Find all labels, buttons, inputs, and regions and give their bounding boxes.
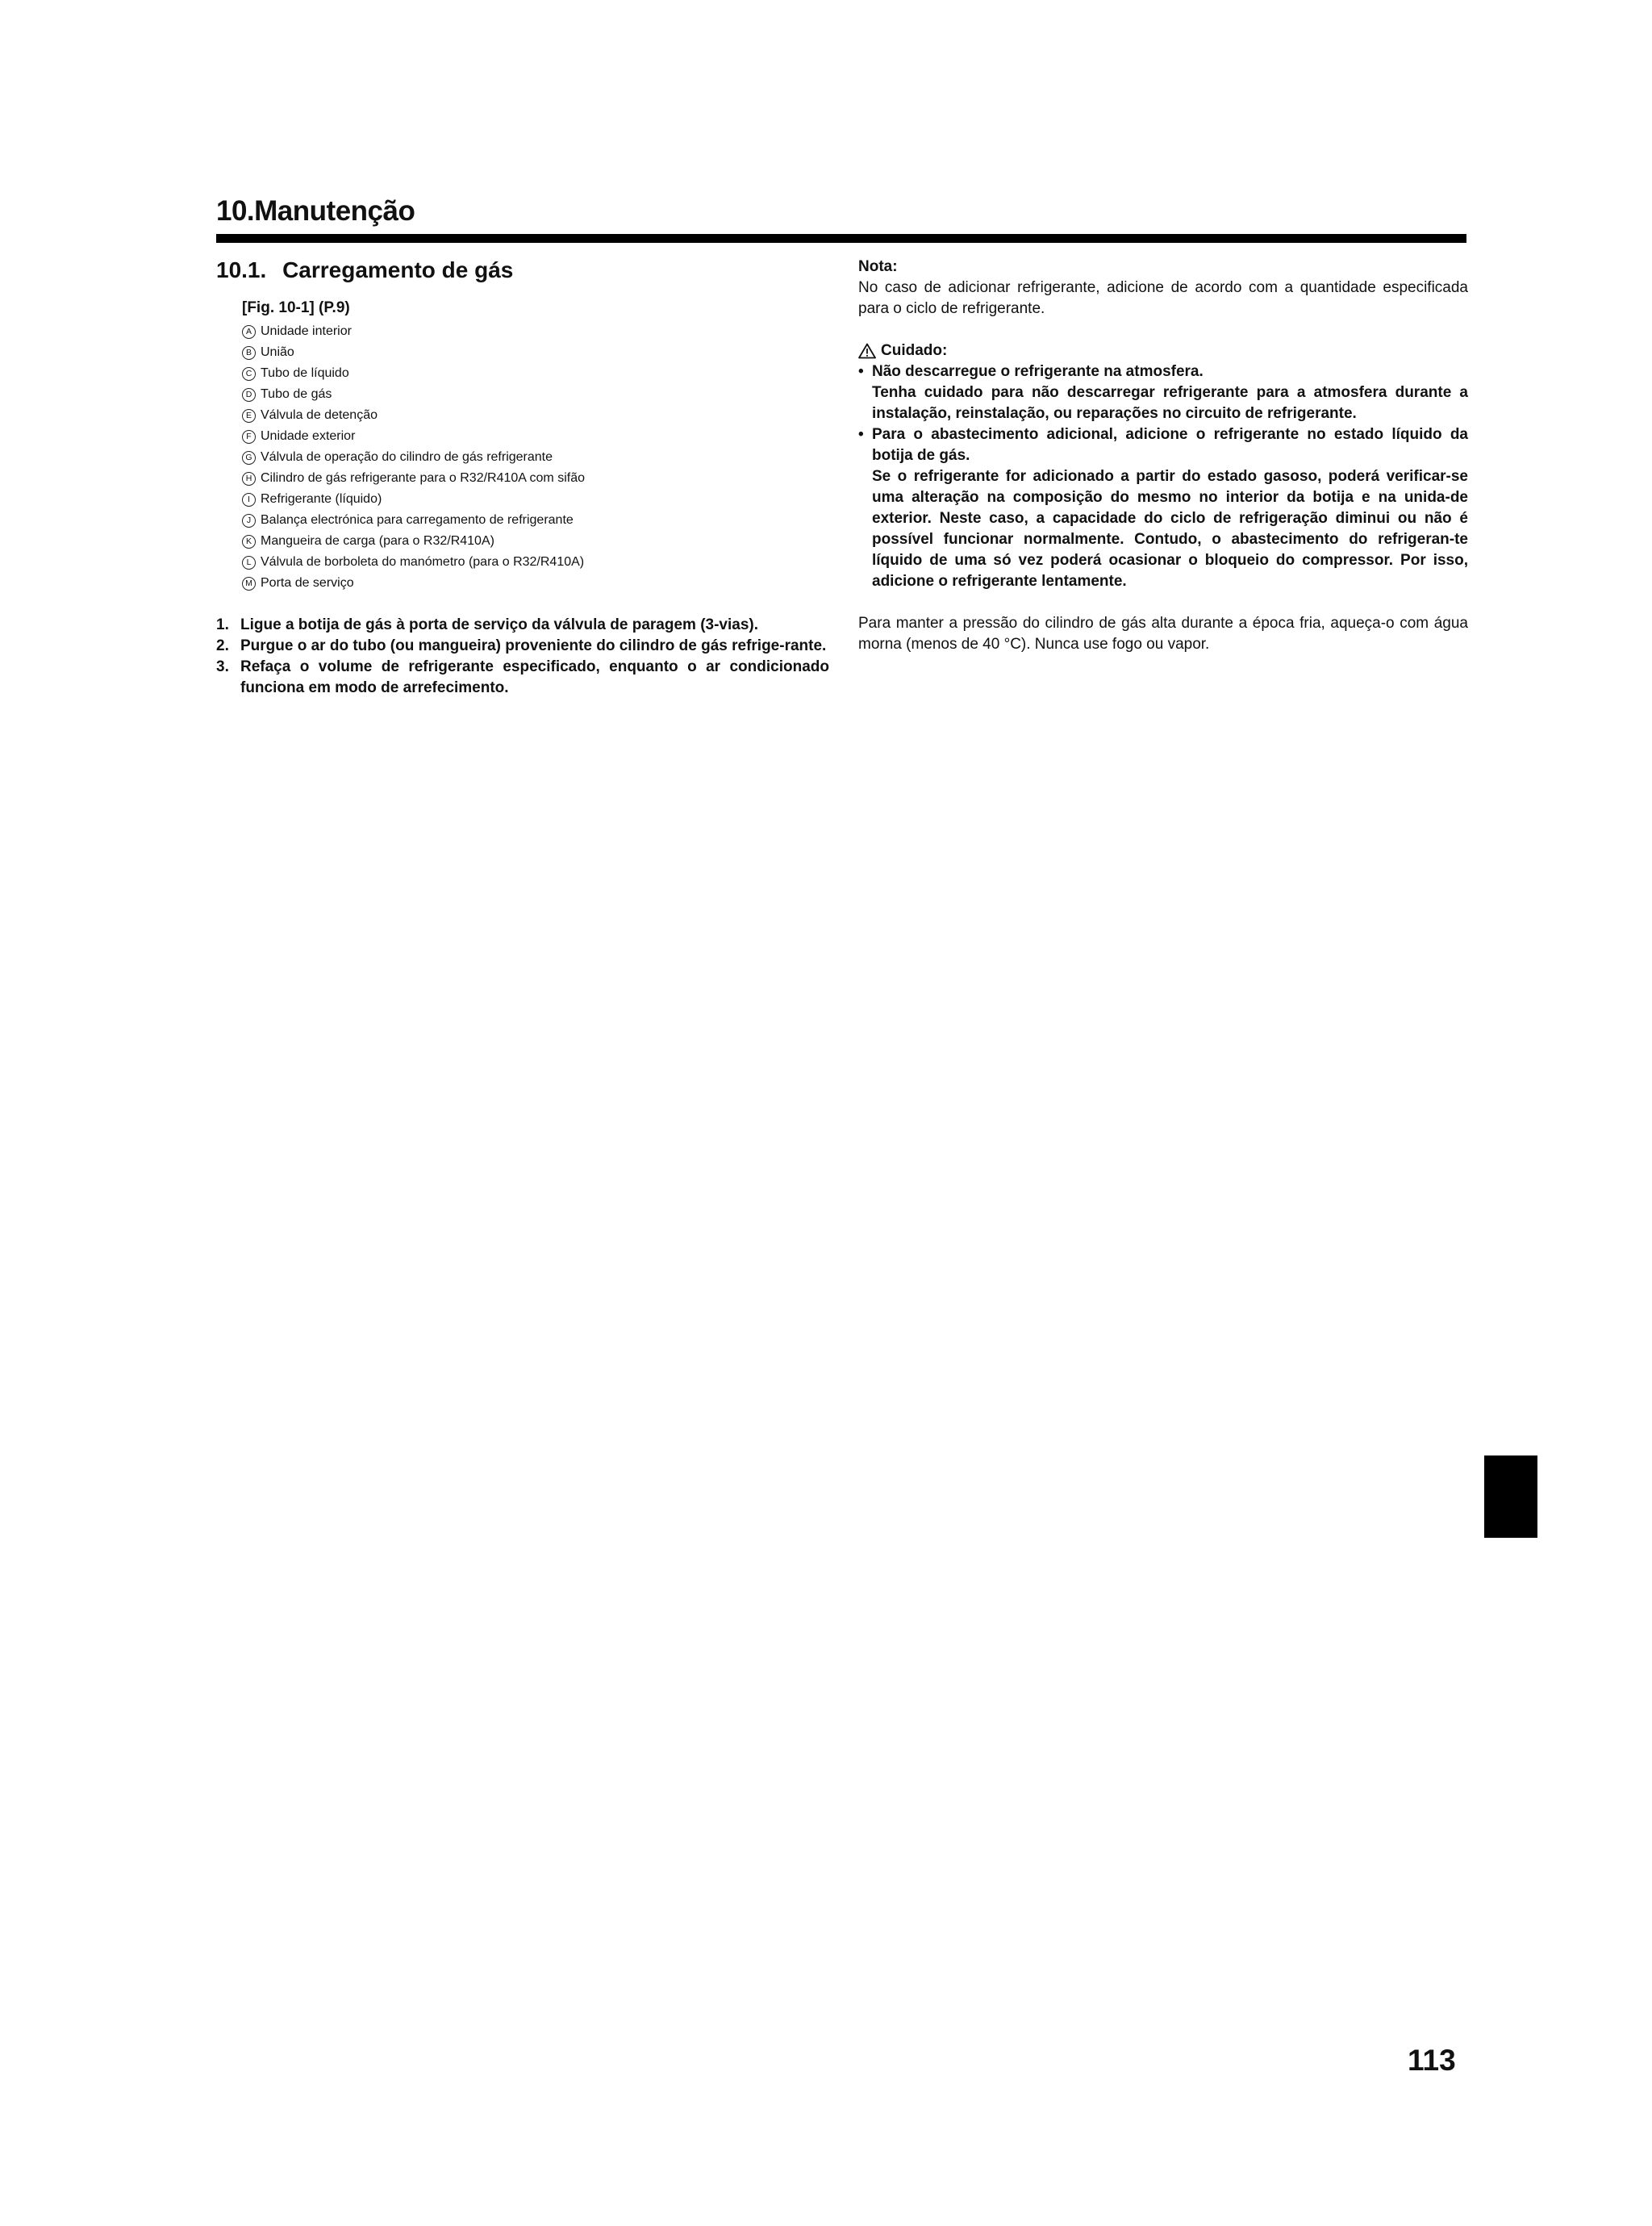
legend-text: Tubo de líquido <box>261 366 349 380</box>
legend-text: Unidade interior <box>261 324 352 338</box>
warning-triangle-icon <box>858 343 876 359</box>
bullet: • <box>858 363 864 380</box>
legend-item <box>242 384 829 405</box>
section-number: 10.1. <box>216 257 267 282</box>
legend-letter: L <box>242 556 256 570</box>
step-text: Refaça o volume de refrigerante especificado, enquanto o ar condicionado funciona em modo de arrefecimento. <box>240 658 829 696</box>
caution-item-lead: Não descarregue o refrigerante na atmosfera. <box>872 363 1204 380</box>
caution-list <box>858 361 1468 592</box>
legend-item <box>242 552 829 573</box>
legend-text: Válvula de operação do cilindro de gás refrigerante <box>261 450 553 464</box>
caution-item-body <box>872 424 1468 592</box>
bullet: • <box>858 426 864 443</box>
legend-text: Mangueira de carga (para o R32/R410A) <box>261 534 494 548</box>
legend-letter: M <box>242 577 256 591</box>
legend-item <box>242 426 829 447</box>
step-item <box>216 615 829 636</box>
legend-letter: H <box>242 472 256 486</box>
legend-item <box>242 342 829 363</box>
caution-item-body <box>872 361 1468 424</box>
step-number: 1. <box>216 616 229 633</box>
legend-item <box>242 321 829 342</box>
caution-title: Cuidado: <box>881 342 948 359</box>
caution-item-lead: Para o abastecimento adicional, adicione o refrigerante no estado líquido da botija de gás. <box>872 426 1468 464</box>
procedure-steps <box>216 615 829 699</box>
legend-item <box>242 405 829 426</box>
legend-text: Refrigerante (líquido) <box>261 492 382 506</box>
step-text: Ligue a botija de gás à porta de serviço da válvula de paragem (3-vias). <box>240 616 759 633</box>
left-column <box>216 257 829 699</box>
legend-letter: C <box>242 367 256 381</box>
legend-text: Porta de serviço <box>261 576 354 590</box>
step-number: 3. <box>216 658 229 675</box>
legend-text: Tubo de gás <box>261 387 332 401</box>
legend-letter: G <box>242 451 256 465</box>
caution-item-text: Tenha cuidado para não descarregar refrigerante para a atmosfera durante a instalação, reinstalação, ou reparações no circuito de refrigerante. <box>872 384 1468 422</box>
step-number: 2. <box>216 637 229 654</box>
caution-heading <box>858 340 1468 361</box>
figure-reference: [Fig. 10-1] (P.9) <box>242 299 350 316</box>
right-column <box>858 257 1468 655</box>
legend-item <box>242 447 829 468</box>
legend-text: Cilindro de gás refrigerante para o R32/R410A com sifão <box>261 471 585 485</box>
caution-item <box>858 361 1468 424</box>
chapter-title: 10.Manutenção <box>216 195 415 227</box>
note-text: No caso de adicionar refrigerante, adicione de acordo com a quantidade especificada para o ciclo de refrigerante. <box>858 279 1468 317</box>
title-rule <box>216 234 1466 243</box>
caution-item-text: Se o refrigerante for adicionado a partir do estado gasoso, poderá verificar-se uma alteração na composição do mesmo no interior da botija e na unida-de exterior. Neste caso, a capacidade do ciclo de refrigeração diminui ou não é possível funcionar normalmente. Contudo, o abastecimento do refrigeran-te líquido de uma só vez poderá ocasionar o bloqueio do compressor. Por isso, adicione o refrigerante lentamente. <box>872 468 1468 590</box>
figure-legend <box>242 321 829 594</box>
legend-letter: E <box>242 409 256 423</box>
legend-letter: B <box>242 346 256 360</box>
section-title <box>216 257 829 284</box>
legend-letter: A <box>242 325 256 339</box>
legend-text: União <box>261 345 294 359</box>
legend-letter: J <box>242 514 256 528</box>
legend-item <box>242 573 829 594</box>
step-text: Purgue o ar do tubo (ou mangueira) proveniente do cilindro de gás refrige-rante. <box>240 637 827 654</box>
legend-letter: D <box>242 388 256 402</box>
section-side-tab <box>1484 1455 1537 1538</box>
step-item <box>216 636 829 657</box>
legend-item <box>242 468 829 489</box>
legend-text: Válvula de detenção <box>261 408 378 422</box>
legend-text: Unidade exterior <box>261 429 356 443</box>
legend-letter: K <box>242 535 256 549</box>
section-title-text: Carregamento de gás <box>282 257 514 282</box>
caution-item <box>858 424 1468 592</box>
page-number: 113 <box>1408 2044 1456 2077</box>
legend-text: Válvula de borboleta do manómetro (para o R32/R410A) <box>261 555 585 569</box>
legend-item <box>242 510 829 531</box>
step-item <box>216 657 829 699</box>
legend-letter: I <box>242 493 256 507</box>
cold-season-paragraph: Para manter a pressão do cilindro de gás alta durante a época fria, aqueça-o com água morna (menos de 40 °C). Nunca use fogo ou vapor. <box>858 615 1468 653</box>
legend-item <box>242 489 829 510</box>
legend-item <box>242 363 829 384</box>
legend-letter: F <box>242 430 256 444</box>
legend-text: Balança electrónica para carregamento de refrigerante <box>261 513 574 527</box>
note-title: Nota: <box>858 258 898 275</box>
legend-item <box>242 531 829 552</box>
